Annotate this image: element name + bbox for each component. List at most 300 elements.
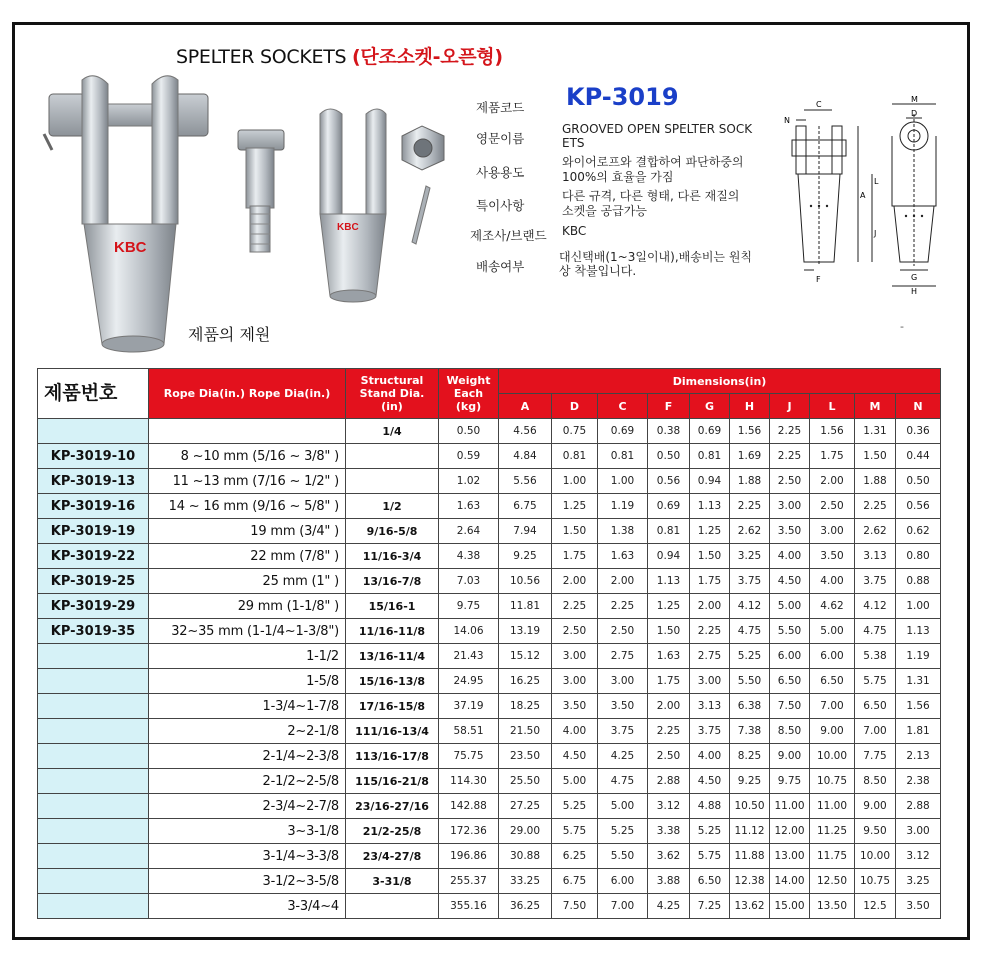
header-weight-1: Weight	[446, 374, 491, 387]
cell-weight: 21.43	[439, 644, 499, 669]
table-row	[38, 844, 941, 869]
cell-dim-d: 1.75	[552, 544, 598, 569]
spec-maker-label: 제조사/브랜드	[470, 228, 547, 243]
cell-dim-d: 0.81	[552, 444, 598, 469]
cell-dim-g: 0.81	[690, 444, 730, 469]
header-stand	[346, 369, 439, 419]
cell-dim-c: 1.19	[598, 494, 648, 519]
dim-label-a: A	[860, 191, 866, 200]
cell-dim-m: 4.12	[855, 594, 896, 619]
cell-dim-a: 29.00	[499, 819, 552, 844]
cell-dim-a: 18.25	[499, 694, 552, 719]
dim-label-d: D	[911, 109, 918, 118]
cell-dim-m: 1.88	[855, 469, 896, 494]
cell-dim-m: 4.75	[855, 619, 896, 644]
cell-dim-c: 1.63	[598, 544, 648, 569]
cell-dim-c: 3.50	[598, 694, 648, 719]
spec-feature-value-2: 소켓을 공급가능	[562, 204, 647, 218]
table-row	[38, 644, 941, 669]
cell-dim-h: 11.88	[730, 844, 770, 869]
cell-dim-m: 1.50	[855, 444, 896, 469]
table-row	[38, 569, 941, 594]
cell-dim-m: 7.00	[855, 719, 896, 744]
header-dim-g: G	[690, 394, 730, 419]
cell-weight: 196.86	[439, 844, 499, 869]
cell-stand: 115/16-21/8	[346, 769, 439, 794]
cell-dim-n: 1.81	[896, 719, 941, 744]
header-stand-1: Structural	[360, 374, 424, 387]
cell-dim-g: 4.00	[690, 744, 730, 769]
cell-rope: 2~2-1/8	[149, 719, 346, 744]
cell-dim-g: 4.88	[690, 794, 730, 819]
cell-rope: 29 mm (1-1/8" )	[149, 594, 346, 619]
cell-dim-d: 4.50	[552, 744, 598, 769]
cell-dim-j: 6.50	[770, 669, 810, 694]
cell-code: KP-3019-10	[38, 444, 149, 469]
cell-dim-l: 6.50	[810, 669, 855, 694]
cell-code	[38, 419, 149, 444]
cell-dim-d: 3.00	[552, 669, 598, 694]
cell-dim-h: 5.50	[730, 669, 770, 694]
cell-dim-m: 10.75	[855, 869, 896, 894]
cell-dim-c: 1.00	[598, 469, 648, 494]
cell-dim-d: 0.75	[552, 419, 598, 444]
spec-use-label: 사용용도	[476, 165, 525, 180]
cell-dim-f: 3.62	[648, 844, 690, 869]
cell-dim-l: 13.50	[810, 894, 855, 919]
cell-code	[38, 844, 149, 869]
cell-dim-d: 7.50	[552, 894, 598, 919]
cell-dim-h: 12.38	[730, 869, 770, 894]
cell-dim-d: 4.00	[552, 719, 598, 744]
cell-dim-c: 5.00	[598, 794, 648, 819]
cell-code	[38, 819, 149, 844]
table-row	[38, 769, 941, 794]
cell-stand: 23/16-27/16	[346, 794, 439, 819]
cell-dim-g: 1.13	[690, 494, 730, 519]
table-row	[38, 694, 941, 719]
cell-code: KP-3019-13	[38, 469, 149, 494]
header-dim-a: A	[499, 394, 552, 419]
cell-weight: 355.16	[439, 894, 499, 919]
cell-rope: 2-1/2~2-5/8	[149, 769, 346, 794]
cell-dim-h: 10.50	[730, 794, 770, 819]
cell-dim-f: 0.38	[648, 419, 690, 444]
header-weight-3: (kg)	[455, 400, 482, 413]
cell-code	[38, 869, 149, 894]
cell-rope: 2-3/4~2-7/8	[149, 794, 346, 819]
cell-dim-a: 13.19	[499, 619, 552, 644]
cell-dim-n: 0.88	[896, 569, 941, 594]
cell-dim-n: 1.00	[896, 594, 941, 619]
cell-dim-j: 13.00	[770, 844, 810, 869]
cell-dim-f: 0.81	[648, 519, 690, 544]
cell-code	[38, 794, 149, 819]
cell-dim-h: 1.88	[730, 469, 770, 494]
header-stand-3: (in)	[381, 400, 403, 413]
header-dim-f: F	[648, 394, 690, 419]
cell-dim-h: 8.25	[730, 744, 770, 769]
cotter-pin-icon	[412, 186, 430, 244]
cell-dim-m: 5.38	[855, 644, 896, 669]
cell-weight: 7.03	[439, 569, 499, 594]
cell-dim-f: 2.88	[648, 769, 690, 794]
cell-stand: 1/2	[346, 494, 439, 519]
cell-dim-a: 21.50	[499, 719, 552, 744]
cell-dim-n: 2.88	[896, 794, 941, 819]
cell-dim-h: 11.12	[730, 819, 770, 844]
cell-dim-n: 3.12	[896, 844, 941, 869]
cell-dim-n: 1.13	[896, 619, 941, 644]
cell-dim-n: 1.56	[896, 694, 941, 719]
header-dimensions: Dimensions(in)	[499, 369, 941, 394]
cell-dim-j: 3.50	[770, 519, 810, 544]
cell-rope: 1-1/2	[149, 644, 346, 669]
cell-dim-c: 2.75	[598, 644, 648, 669]
cell-dim-j: 14.00	[770, 869, 810, 894]
cell-dim-f: 0.50	[648, 444, 690, 469]
cell-rope: 3-1/2~3-5/8	[149, 869, 346, 894]
cell-stand: 15/16-1	[346, 594, 439, 619]
cell-stand	[346, 894, 439, 919]
cell-weight: 0.59	[439, 444, 499, 469]
cell-weight: 9.75	[439, 594, 499, 619]
spec-english-label: 영문이름	[476, 131, 525, 146]
cell-dim-m: 3.75	[855, 569, 896, 594]
cell-dim-h: 2.62	[730, 519, 770, 544]
cell-dim-c: 2.00	[598, 569, 648, 594]
brand-mark-kbc-large: KBC	[114, 239, 147, 256]
cell-dim-f: 0.56	[648, 469, 690, 494]
cell-dim-f: 1.75	[648, 669, 690, 694]
cell-dim-n: 0.44	[896, 444, 941, 469]
cell-dim-h: 3.25	[730, 544, 770, 569]
cell-dim-c: 3.75	[598, 719, 648, 744]
cell-dim-g: 2.25	[690, 619, 730, 644]
dimensions-table	[37, 368, 941, 919]
cell-dim-j: 5.00	[770, 594, 810, 619]
cell-dim-h: 9.25	[730, 769, 770, 794]
cell-weight: 14.06	[439, 619, 499, 644]
header-dim-j: J	[770, 394, 810, 419]
cell-dim-f: 2.25	[648, 719, 690, 744]
cell-dim-a: 30.88	[499, 844, 552, 869]
cell-code	[38, 669, 149, 694]
cell-rope: 32~35 mm (1-1/4~1-3/8")	[149, 619, 346, 644]
cell-dim-g: 5.75	[690, 844, 730, 869]
cell-dim-a: 6.75	[499, 494, 552, 519]
dim-label-c-top: C	[816, 100, 822, 109]
dim-label-l: L	[874, 177, 879, 186]
cell-dim-a: 23.50	[499, 744, 552, 769]
cell-dim-f: 0.69	[648, 494, 690, 519]
cell-dim-m: 2.62	[855, 519, 896, 544]
cell-dim-d: 2.50	[552, 619, 598, 644]
cell-dim-g: 6.50	[690, 869, 730, 894]
cell-weight: 1.63	[439, 494, 499, 519]
spec-ship-value-1: 대신택배(1~3일이내),배송비는 원칙	[559, 250, 753, 264]
cell-rope: 14 ~ 16 mm (9/16 ~ 5/8" )	[149, 494, 346, 519]
bolt-icon	[238, 130, 284, 252]
cell-dim-j: 7.50	[770, 694, 810, 719]
cell-dim-l: 2.00	[810, 469, 855, 494]
spec-maker-value: KBC	[562, 224, 587, 238]
cell-dim-f: 2.00	[648, 694, 690, 719]
cell-dim-a: 15.12	[499, 644, 552, 669]
socket-large-icon	[44, 76, 208, 352]
cell-dim-d: 3.00	[552, 644, 598, 669]
cell-dim-l: 6.00	[810, 644, 855, 669]
cell-code: KP-3019-16	[38, 494, 149, 519]
cell-dim-m: 1.31	[855, 419, 896, 444]
cell-dim-n: 2.13	[896, 744, 941, 769]
cell-stand: 13/16-7/8	[346, 569, 439, 594]
cell-stand: 3-31/8	[346, 869, 439, 894]
cell-dim-j: 2.25	[770, 444, 810, 469]
table-row	[38, 894, 941, 919]
spec-feature-value-1: 다른 규격, 다른 형태, 다른 재질의	[562, 189, 740, 203]
cell-dim-g: 1.75	[690, 569, 730, 594]
cell-code: KP-3019-25	[38, 569, 149, 594]
cell-dim-g: 3.13	[690, 694, 730, 719]
spec-english-value-1: GROOVED OPEN SPELTER SOCK	[562, 122, 753, 136]
header-dim-n: N	[896, 394, 941, 419]
cell-dim-d: 6.75	[552, 869, 598, 894]
cell-dim-m: 10.00	[855, 844, 896, 869]
cell-dim-a: 10.56	[499, 569, 552, 594]
stray-dash: -	[900, 320, 904, 333]
header-dim-m: M	[855, 394, 896, 419]
cell-code	[38, 694, 149, 719]
spec-ship-label: 배송여부	[476, 259, 525, 274]
cell-dim-j: 4.00	[770, 544, 810, 569]
cell-stand: 9/16-5/8	[346, 519, 439, 544]
cell-dim-l: 2.50	[810, 494, 855, 519]
cell-weight: 24.95	[439, 669, 499, 694]
table-row	[38, 669, 941, 694]
cell-dim-f: 2.50	[648, 744, 690, 769]
cell-dim-j: 5.50	[770, 619, 810, 644]
cell-weight: 114.30	[439, 769, 499, 794]
header-dim-l: L	[810, 394, 855, 419]
cell-stand: 21/2-25/8	[346, 819, 439, 844]
cell-dim-h: 1.69	[730, 444, 770, 469]
spec-use-value-2: 100%의 효율을 가짐	[562, 170, 674, 184]
cell-rope: 19 mm (3/4" )	[149, 519, 346, 544]
cell-dim-a: 4.84	[499, 444, 552, 469]
cell-dim-c: 5.25	[598, 819, 648, 844]
header-weight-2: Each	[453, 387, 484, 400]
cell-weight: 0.50	[439, 419, 499, 444]
cell-dim-m: 2.25	[855, 494, 896, 519]
cell-dim-f: 1.13	[648, 569, 690, 594]
cell-dim-m: 8.50	[855, 769, 896, 794]
table-row	[38, 744, 941, 769]
cell-dim-a: 16.25	[499, 669, 552, 694]
cell-stand: 15/16-13/8	[346, 669, 439, 694]
cell-stand: 17/16-15/8	[346, 694, 439, 719]
cell-dim-l: 1.75	[810, 444, 855, 469]
cell-dim-h: 7.38	[730, 719, 770, 744]
cell-stand: 111/16-13/4	[346, 719, 439, 744]
cell-dim-c: 4.25	[598, 744, 648, 769]
cell-dim-f: 1.63	[648, 644, 690, 669]
cell-dim-d: 5.00	[552, 769, 598, 794]
cell-dim-n: 3.25	[896, 869, 941, 894]
cell-stand: 23/4-27/8	[346, 844, 439, 869]
cell-dim-h: 13.62	[730, 894, 770, 919]
cell-dim-h: 4.12	[730, 594, 770, 619]
cell-dim-d: 1.25	[552, 494, 598, 519]
cell-dim-d: 1.50	[552, 519, 598, 544]
photo-caption: 제품의 제원	[188, 325, 271, 344]
cell-rope: 8 ~10 mm (5/16 ~ 3/8" )	[149, 444, 346, 469]
table-row	[38, 719, 941, 744]
dimension-diagram	[778, 96, 958, 296]
cell-weight: 142.88	[439, 794, 499, 819]
cell-rope: 3-1/4~3-3/8	[149, 844, 346, 869]
spec-use-value-1: 와이어로프와 결합하여 파단하중의	[562, 155, 744, 169]
brand-mark-kbc-small: KBC	[337, 222, 359, 233]
cell-dim-c: 6.00	[598, 869, 648, 894]
cell-dim-n: 0.56	[896, 494, 941, 519]
cell-dim-l: 7.00	[810, 694, 855, 719]
header-rope: Rope Dia(in.) Rope Dia(in.)	[149, 369, 346, 419]
cell-dim-f: 3.88	[648, 869, 690, 894]
table-row	[38, 519, 941, 544]
cell-rope: 25 mm (1" )	[149, 569, 346, 594]
cell-dim-m: 6.50	[855, 694, 896, 719]
cell-dim-j: 9.75	[770, 769, 810, 794]
cell-dim-l: 10.00	[810, 744, 855, 769]
cell-dim-n: 0.50	[896, 469, 941, 494]
header-dim-h: H	[730, 394, 770, 419]
cell-dim-c: 2.25	[598, 594, 648, 619]
title-korean: (단조소켓-오픈형)	[352, 46, 503, 68]
cell-dim-h: 4.75	[730, 619, 770, 644]
cell-stand: 13/16-11/4	[346, 644, 439, 669]
cell-dim-l: 10.75	[810, 769, 855, 794]
cell-dim-f: 3.38	[648, 819, 690, 844]
cell-stand	[346, 469, 439, 494]
dim-label-h: H	[911, 287, 918, 296]
cell-weight: 75.75	[439, 744, 499, 769]
cell-dim-n: 1.19	[896, 644, 941, 669]
dim-label-j: J	[874, 229, 877, 238]
cell-dim-l: 3.00	[810, 519, 855, 544]
cell-dim-j: 8.50	[770, 719, 810, 744]
cell-dim-d: 1.00	[552, 469, 598, 494]
cell-dim-n: 3.00	[896, 819, 941, 844]
cell-dim-c: 7.00	[598, 894, 648, 919]
cell-weight: 255.37	[439, 869, 499, 894]
cell-dim-g: 7.25	[690, 894, 730, 919]
spec-code-label: 제품코드	[476, 100, 525, 115]
cell-dim-g: 1.25	[690, 519, 730, 544]
cell-dim-m: 3.13	[855, 544, 896, 569]
cell-dim-d: 2.00	[552, 569, 598, 594]
dim-label-n: N	[784, 116, 790, 125]
cell-dim-c: 5.50	[598, 844, 648, 869]
table-row	[38, 594, 941, 619]
cell-dim-h: 6.38	[730, 694, 770, 719]
table-row	[38, 444, 941, 469]
cell-dim-n: 1.31	[896, 669, 941, 694]
cell-code: KP-3019-22	[38, 544, 149, 569]
cell-dim-d: 2.25	[552, 594, 598, 619]
cell-dim-f: 0.94	[648, 544, 690, 569]
cell-dim-a: 25.50	[499, 769, 552, 794]
spec-english-value-2: ETS	[562, 136, 585, 150]
cell-dim-a: 7.94	[499, 519, 552, 544]
cell-dim-n: 3.50	[896, 894, 941, 919]
cell-dim-a: 11.81	[499, 594, 552, 619]
cell-dim-g: 2.75	[690, 644, 730, 669]
header-dim-c: C	[598, 394, 648, 419]
cell-dim-g: 0.69	[690, 419, 730, 444]
cell-dim-j: 15.00	[770, 894, 810, 919]
cell-dim-m: 9.00	[855, 794, 896, 819]
cell-rope: 3-3/4~4	[149, 894, 346, 919]
cell-dim-c: 4.75	[598, 769, 648, 794]
spec-ship-value-2: 상 착불입니다.	[559, 264, 637, 278]
cell-dim-f: 1.50	[648, 619, 690, 644]
cell-dim-m: 9.50	[855, 819, 896, 844]
cell-dim-l: 11.00	[810, 794, 855, 819]
cell-weight: 58.51	[439, 719, 499, 744]
cell-dim-g: 5.25	[690, 819, 730, 844]
cell-weight: 172.36	[439, 819, 499, 844]
spec-feature-label: 특이사항	[476, 198, 525, 213]
cell-dim-a: 5.56	[499, 469, 552, 494]
spec-code-value: KP-3019	[566, 83, 679, 111]
cell-rope: 1-3/4~1-7/8	[149, 694, 346, 719]
cell-rope: 3~3-1/8	[149, 819, 346, 844]
cell-dim-a: 27.25	[499, 794, 552, 819]
cell-dim-j: 11.00	[770, 794, 810, 819]
cell-dim-j: 12.00	[770, 819, 810, 844]
cell-dim-g: 1.50	[690, 544, 730, 569]
cell-dim-m: 12.5	[855, 894, 896, 919]
dim-label-f: F	[816, 275, 821, 284]
cell-dim-l: 12.50	[810, 869, 855, 894]
cell-weight: 37.19	[439, 694, 499, 719]
header-weight	[439, 369, 499, 419]
cell-dim-m: 5.75	[855, 669, 896, 694]
table-row	[38, 794, 941, 819]
table-row	[38, 819, 941, 844]
table-row	[38, 469, 941, 494]
dim-label-m: M	[911, 96, 918, 104]
cell-code	[38, 769, 149, 794]
cell-dim-g: 3.75	[690, 719, 730, 744]
cell-dim-n: 0.62	[896, 519, 941, 544]
table-row	[38, 494, 941, 519]
cell-dim-j: 3.00	[770, 494, 810, 519]
cell-code	[38, 719, 149, 744]
cell-dim-d: 5.25	[552, 794, 598, 819]
cell-stand: 11/16-3/4	[346, 544, 439, 569]
cell-dim-d: 3.50	[552, 694, 598, 719]
cell-dim-c: 0.69	[598, 419, 648, 444]
cell-stand	[346, 444, 439, 469]
cell-code: KP-3019-35	[38, 619, 149, 644]
cell-code	[38, 744, 149, 769]
cell-code: KP-3019-19	[38, 519, 149, 544]
cell-dim-j: 2.25	[770, 419, 810, 444]
cell-code	[38, 644, 149, 669]
cell-dim-a: 36.25	[499, 894, 552, 919]
